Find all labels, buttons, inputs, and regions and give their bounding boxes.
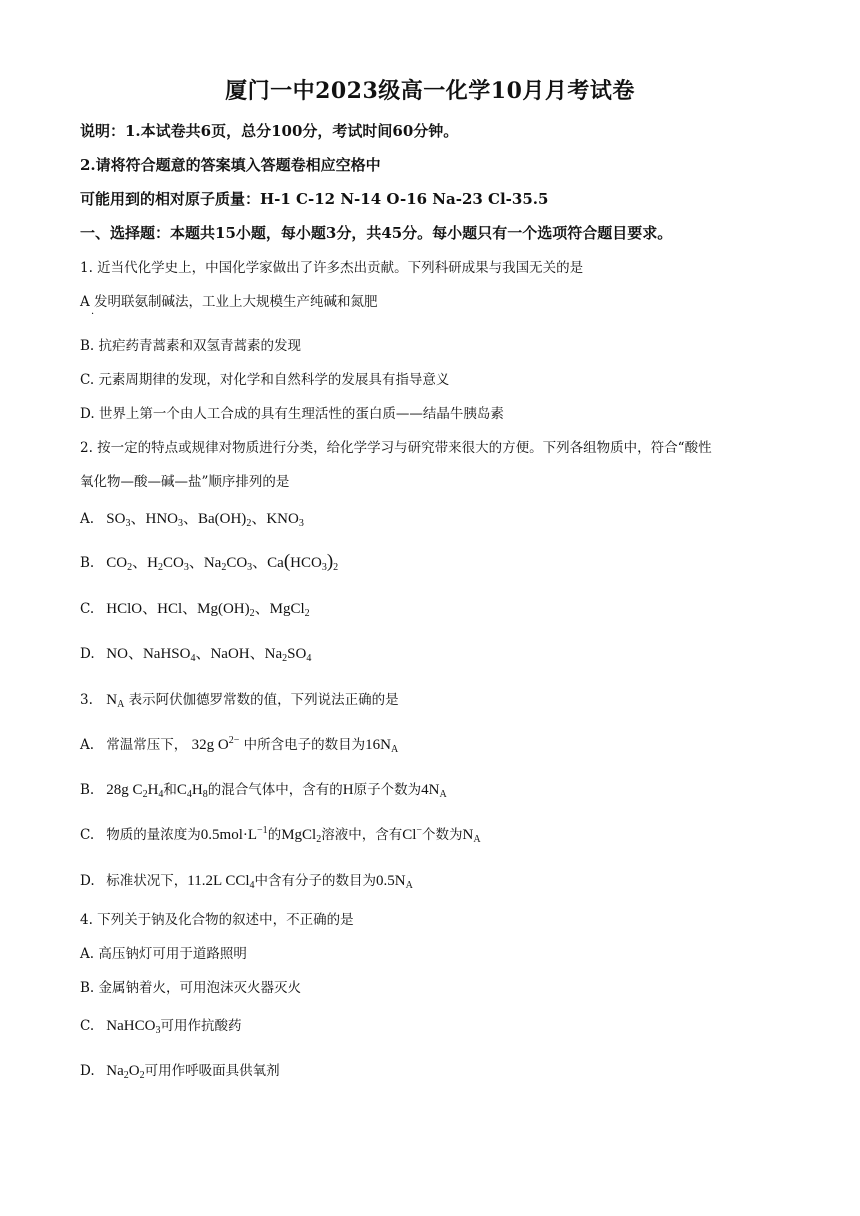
q3-c-text-3: 溶液中，含有 xyxy=(321,827,403,843)
instruction-line-2: 2.请将符合题意的答案填入答题卷相应空格中 xyxy=(80,156,381,174)
q3-b-text-2: 的混合气体中，含有的 xyxy=(207,782,343,798)
atomic-mass-line: 可能用到的相对原子质量：H-1 C-12 N-14 O-16 Na-23 Cl-35.5 xyxy=(80,190,549,208)
q2-option-c xyxy=(80,597,310,619)
formula: NO、NaHSO$_4$、NaOH、$Na_2SO_4$ xyxy=(106,646,312,664)
q3-a-text-1: 常温常压下， xyxy=(106,737,188,753)
option-label: A. xyxy=(80,511,95,527)
formula: $Na_2O_2$ xyxy=(106,1063,145,1081)
q3-d-text-2: 中含有分子的数目为 xyxy=(254,873,377,889)
formula: $CO_2$、$H_2CO_3$、$Na_2CO_3$、$Ca(HCO_3)_2$ xyxy=(106,551,339,573)
formula: $4N_A$ xyxy=(421,782,447,800)
option-label: D. xyxy=(80,1063,95,1079)
option-label: C. xyxy=(80,601,95,617)
q4-stem: 4. 下列关于钠及化合物的叙述中，不正确的是 xyxy=(80,912,354,928)
formula: Cl− xyxy=(402,825,423,843)
q2-stem-line1: 2. 按一定的特点或规律对物质进行分类，给化学学习与研究带来很大的方便。下列各组物质中，符合“酸性 xyxy=(80,440,712,456)
q3-d-text-1: 标准状况下， xyxy=(106,873,188,889)
q3-option-b xyxy=(80,778,447,800)
formula: H xyxy=(342,782,354,798)
q3-c-text-2: 的 xyxy=(267,827,282,843)
q3-option-a xyxy=(80,733,398,755)
option-label: C. xyxy=(80,827,95,843)
formula: 32g $O^{2-}$ xyxy=(191,735,240,753)
formula: $16N_A$ xyxy=(365,737,399,755)
formula: $N_A$ xyxy=(462,827,481,845)
option-label: B. xyxy=(80,555,95,571)
q1-option-d: D. 世界上第一个由人工合成的具有生理活性的蛋白质——结晶牛胰岛素 xyxy=(80,406,504,422)
q4-option-a: A. 高压钠灯可用于道路照明 xyxy=(80,946,247,962)
q3-stem xyxy=(80,688,399,710)
section-heading: 一、选择题：本题共15小题，每小题3分，共45分。每小题只有一个选项符合题目要求。 xyxy=(80,224,673,242)
option-label: B. xyxy=(80,782,95,798)
formula: MgCl$_2$ xyxy=(281,827,322,845)
q3-c-text-4: 个数为 xyxy=(422,827,463,843)
q3-stem-text: 表示阿伏伽德罗常数的值，下列说法正确的是 xyxy=(128,692,399,708)
q4-option-d xyxy=(80,1059,280,1081)
formula: HClO、HCl、$Mg(OH)_2$、MgCl$_2$ xyxy=(106,601,310,619)
q1-option-c: C. 元素周期律的发现，对化学和自然科学的发展具有指导意义 xyxy=(80,372,450,388)
q3-b-text-3: 原子个数为 xyxy=(353,782,422,798)
option-label: A. xyxy=(80,737,95,753)
q3-b-text-1: 和 xyxy=(163,782,177,798)
q2-stem-line2: 氧化物—酸—碱—盐”顺序排列的是 xyxy=(80,474,290,490)
q1-option-b: B. 抗疟药青蒿素和双氢青蒿素的发现 xyxy=(80,338,302,354)
q2-option-b xyxy=(80,551,338,573)
q4-option-c xyxy=(80,1014,241,1036)
q2-option-a xyxy=(80,507,304,529)
formula: 28g $C_2H_4$ xyxy=(106,782,164,800)
q1-stem: 1. 近当代化学史上，中国化学家做出了许多杰出贡献。下列科研成果与我国无关的是 xyxy=(80,260,584,276)
q3-c-text-1: 物质的量浓度为 xyxy=(106,827,201,843)
formula: $0.5N_A$ xyxy=(376,873,413,891)
q3-option-d xyxy=(80,869,413,891)
q2-option-d xyxy=(80,642,311,664)
decorative-dot: · xyxy=(91,309,95,320)
instruction-line-1: 说明：1.本试卷共6页，总分100分，考试时间60分钟。 xyxy=(80,122,459,140)
option-label: D. xyxy=(80,646,95,662)
question-number: 3. xyxy=(80,692,93,708)
option-label: C. xyxy=(80,1018,95,1034)
formula: $N_A$ xyxy=(106,692,125,710)
exam-title: 厦门一中2023级高一化学10月月考试卷 xyxy=(225,78,635,104)
formula: $SO_3$、$HNO_3$、$Ba(OH)_2$、$KNO_3$ xyxy=(106,511,304,529)
formula: $C_4H_8$ xyxy=(176,782,208,800)
q3-option-c xyxy=(80,823,481,845)
q4-option-b: B. 金属钠着火，可用泡沫灭火器灭火 xyxy=(80,980,302,996)
q4-d-text: 可用作呼吸面具供氧剂 xyxy=(144,1063,280,1079)
q3-a-text-2: 中所含电子的数目为 xyxy=(243,737,366,753)
q1-option-a: A 发明联氨制碱法，工业上大规模生产纯碱和氮肥 xyxy=(80,294,378,310)
option-label: D. xyxy=(80,873,95,889)
formula: 11.2L CCl$_4$ xyxy=(187,873,255,891)
formula: NaHCO$_3$ xyxy=(106,1018,161,1036)
formula: $0.5mol\cdot L^{-1}$ xyxy=(200,825,268,843)
q4-c-text: 可用作抗酸药 xyxy=(160,1018,242,1034)
